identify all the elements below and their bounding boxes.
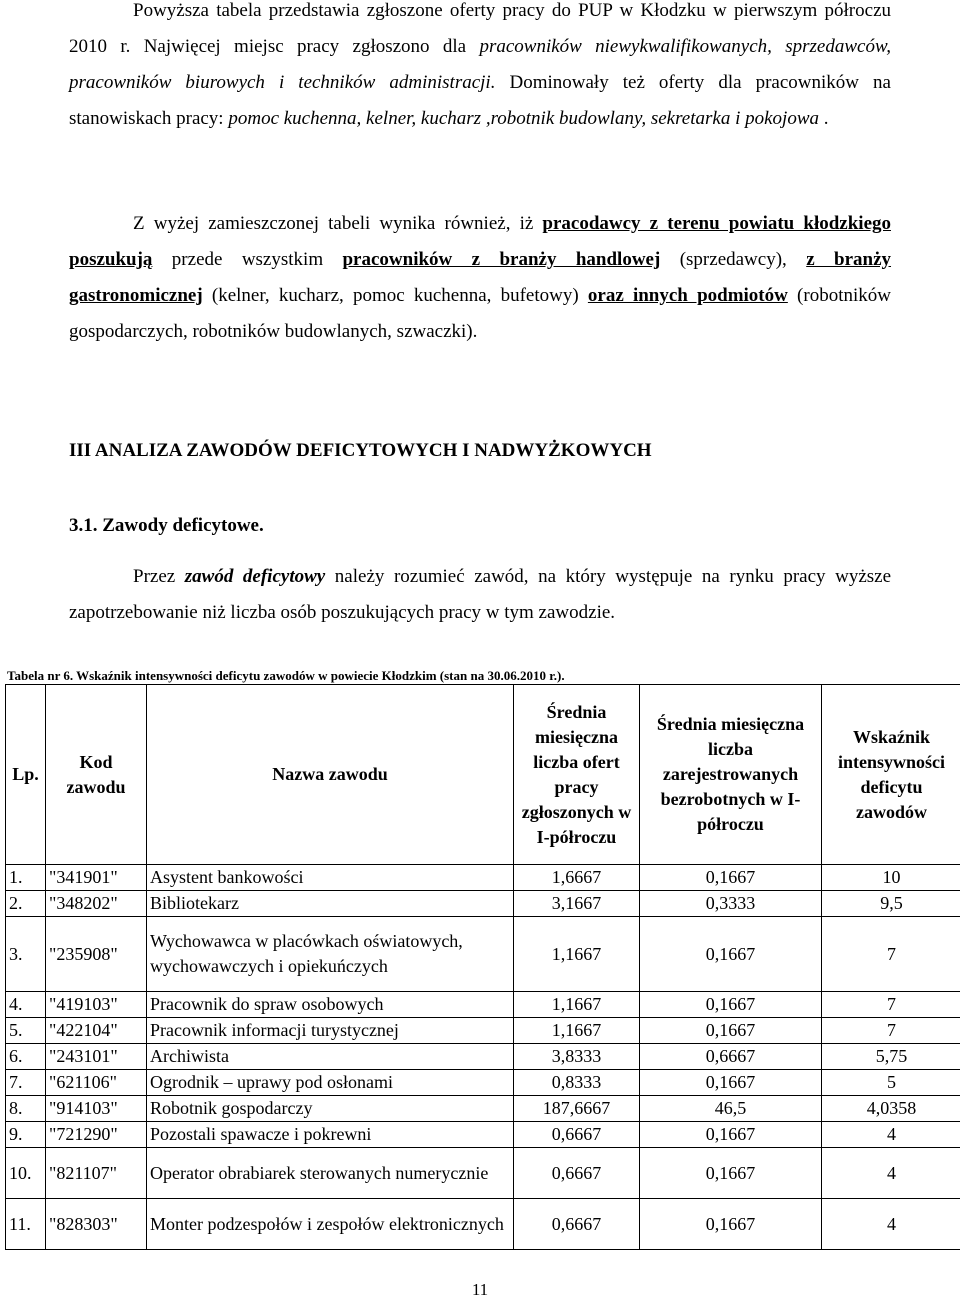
- cell-bezrobotni: 0,1667: [640, 1070, 822, 1096]
- table-row: [6, 917, 960, 992]
- cell-oferty: 1,1667: [514, 917, 640, 992]
- cell-oferty: 1,1667: [514, 992, 640, 1018]
- cell-kod: "721290": [46, 1122, 147, 1148]
- cell-oferty: 0,6667: [514, 1122, 640, 1148]
- cell-kod: "422104": [46, 1018, 147, 1044]
- paragraph-definition: [69, 559, 891, 631]
- cell-lp: 4.: [6, 992, 46, 1018]
- p2-text-2: przede wszystkim: [152, 249, 343, 270]
- cell-nazwa: Archiwista: [147, 1044, 514, 1070]
- p1-text-a: Powyższa tabela przedstawia zgłoszone oferty pracy do PUP w Kłodzku w pierwszym półroczu 2010 r. Najwięcej miejsc pracy zgłoszono dla: [69, 0, 891, 57]
- p1-italic-2: pomoc kuchenna, kelner, kucharz ,robotnik budowlany, sekretarka i pokojowa: [228, 108, 819, 129]
- cell-oferty: 3,1667: [514, 891, 640, 917]
- table-row: [6, 1148, 960, 1199]
- p2-bold-3: z branży gastronomicznej: [69, 249, 892, 306]
- cell-nazwa: Pracownik informacji turystycznej: [147, 1018, 514, 1044]
- table-row: [6, 1070, 960, 1096]
- cell-wskaznik: 4: [822, 1122, 960, 1148]
- cell-kod: "341901": [46, 865, 147, 891]
- table-row: [6, 1199, 960, 1250]
- p2-text-3: (sprzedawcy),: [660, 249, 807, 270]
- cell-bezrobotni: 0,1667: [640, 1148, 822, 1199]
- cell-wskaznik: 5,75: [822, 1044, 960, 1070]
- cell-nazwa: Bibliotekarz: [147, 891, 514, 917]
- table-row: [6, 891, 960, 917]
- cell-nazwa: Ogrodnik – uprawy pod osłonami: [147, 1070, 514, 1096]
- p2-bold-2: pracowników z branży handlowej: [342, 249, 661, 270]
- cell-lp: 3.: [6, 917, 46, 992]
- cell-lp: 2.: [6, 891, 46, 917]
- table-row: [6, 865, 960, 891]
- section-heading: III ANALIZA ZAWODÓW DEFICYTOWYCH I NADWYŻKOWYCH: [69, 440, 652, 461]
- cell-wskaznik: 7: [822, 1018, 960, 1044]
- cell-lp: 11.: [6, 1199, 46, 1250]
- cell-bezrobotni: 0,3333: [640, 891, 822, 917]
- cell-wskaznik: 7: [822, 992, 960, 1018]
- cell-kod: "348202": [46, 891, 147, 917]
- cell-nazwa: Pracownik do spraw osobowych: [147, 992, 514, 1018]
- p2-text-5: (robotników gospodarczych, robotników budowlanych, szwaczki).: [69, 285, 891, 342]
- cell-bezrobotni: 0,1667: [640, 1122, 822, 1148]
- cell-wskaznik: 9,5: [822, 891, 960, 917]
- cell-kod: "235908": [46, 917, 147, 992]
- p1-text-end: .: [819, 108, 829, 129]
- p2-text-4: (kelner, kucharz, pomoc kuchenna, bufetowy): [202, 285, 588, 306]
- p3-bold-italic: zawód deficytowy: [184, 566, 326, 587]
- cell-oferty: 187,6667: [514, 1096, 640, 1122]
- cell-lp: 6.: [6, 1044, 46, 1070]
- cell-kod: "821107": [46, 1148, 147, 1199]
- header-wskaznik: Wskaźnik intensywności deficytu zawodów: [822, 685, 960, 865]
- cell-wskaznik: 10: [822, 865, 960, 891]
- cell-lp: 9.: [6, 1122, 46, 1148]
- paragraph-intro: [69, 0, 891, 137]
- cell-nazwa: Robotnik gospodarczy: [147, 1096, 514, 1122]
- cell-wskaznik: 4: [822, 1199, 960, 1250]
- page-number: 11: [471, 1280, 489, 1299]
- cell-oferty: 1,1667: [514, 1018, 640, 1044]
- cell-nazwa: Operator obrabiarek sterowanych numerycznie: [147, 1148, 514, 1199]
- cell-lp: 8.: [6, 1096, 46, 1122]
- header-kod: Kod zawodu: [46, 685, 147, 865]
- cell-lp: 5.: [6, 1018, 46, 1044]
- cell-oferty: 1,6667: [514, 865, 640, 891]
- cell-kod: "243101": [46, 1044, 147, 1070]
- table-row: [6, 1044, 960, 1070]
- table-row: [6, 1018, 960, 1044]
- cell-bezrobotni: 0,1667: [640, 1199, 822, 1250]
- cell-wskaznik: 7: [822, 917, 960, 992]
- table-header-row: [6, 685, 960, 865]
- cell-kod: "828303": [46, 1199, 147, 1250]
- cell-bezrobotni: 0,1667: [640, 992, 822, 1018]
- cell-bezrobotni: 0,6667: [640, 1044, 822, 1070]
- p3-text-1: Przez: [133, 566, 185, 587]
- table-row: [6, 1096, 960, 1122]
- cell-kod: "419103": [46, 992, 147, 1018]
- table-caption: Tabela nr 6. Wskaźnik intensywności deficytu zawodów w powiecie Kłodzkim (stan na 30.06.2010 r.).: [7, 668, 565, 683]
- cell-kod: "914103": [46, 1096, 147, 1122]
- cell-oferty: 0,6667: [514, 1148, 640, 1199]
- deficit-table: [5, 684, 960, 1250]
- cell-nazwa: Pozostali spawacze i pokrewni: [147, 1122, 514, 1148]
- cell-kod: "621106": [46, 1070, 147, 1096]
- cell-lp: 1.: [6, 865, 46, 891]
- table-row: [6, 1122, 960, 1148]
- cell-wskaznik: 5: [822, 1070, 960, 1096]
- p1-text-mid: Dominowały też oferty dla pracowników na stanowiskach pracy:: [69, 72, 891, 129]
- cell-wskaznik: 4,0358: [822, 1096, 960, 1122]
- table-row: [6, 992, 960, 1018]
- cell-nazwa: Monter podzespołów i zespołów elektronicznych: [147, 1199, 514, 1250]
- cell-nazwa: Asystent bankowości: [147, 865, 514, 891]
- header-oferty: Średnia miesięczna liczba ofert pracy zgłoszonych w I-półroczu: [514, 685, 640, 865]
- cell-oferty: 0,8333: [514, 1070, 640, 1096]
- cell-bezrobotni: 0,1667: [640, 865, 822, 891]
- subsection-heading: 3.1. Zawody deficytowe.: [69, 515, 264, 536]
- p2-bold-1: pracodawcy z terenu powiatu kłodzkiego poszukują: [69, 213, 891, 270]
- cell-bezrobotni: 46,5: [640, 1096, 822, 1122]
- cell-bezrobotni: 0,1667: [640, 917, 822, 992]
- p1-italic-1: pracowników niewykwalifikowanych, sprzedawców, pracowników biurowych i techników administracji.: [69, 36, 891, 93]
- p2-bold-4: oraz innych podmiotów: [587, 285, 788, 306]
- cell-oferty: 3,8333: [514, 1044, 640, 1070]
- paragraph-employers: [69, 206, 891, 350]
- header-bezrobotni: Średnia miesięczna liczba zarejestrowanych bezrobotnych w I-półroczu: [640, 685, 822, 865]
- cell-wskaznik: 4: [822, 1148, 960, 1199]
- cell-lp: 7.: [6, 1070, 46, 1096]
- cell-nazwa: Wychowawca w placówkach oświatowych, wychowawczych i opiekuńczych: [147, 917, 514, 992]
- cell-oferty: 0,6667: [514, 1199, 640, 1250]
- p3-text-2: należy rozumieć zawód, na który występuje na rynku pracy wyższe zapotrzebowanie niż liczba osób poszukujących pracy w tym zawodzie.: [69, 566, 892, 623]
- header-nazwa: Nazwa zawodu: [147, 685, 514, 865]
- cell-bezrobotni: 0,1667: [640, 1018, 822, 1044]
- p2-text-1: Z wyżej zamieszczonej tabeli wynika również, iż: [133, 213, 543, 234]
- cell-lp: 10.: [6, 1148, 46, 1199]
- header-lp: Lp.: [6, 685, 46, 865]
